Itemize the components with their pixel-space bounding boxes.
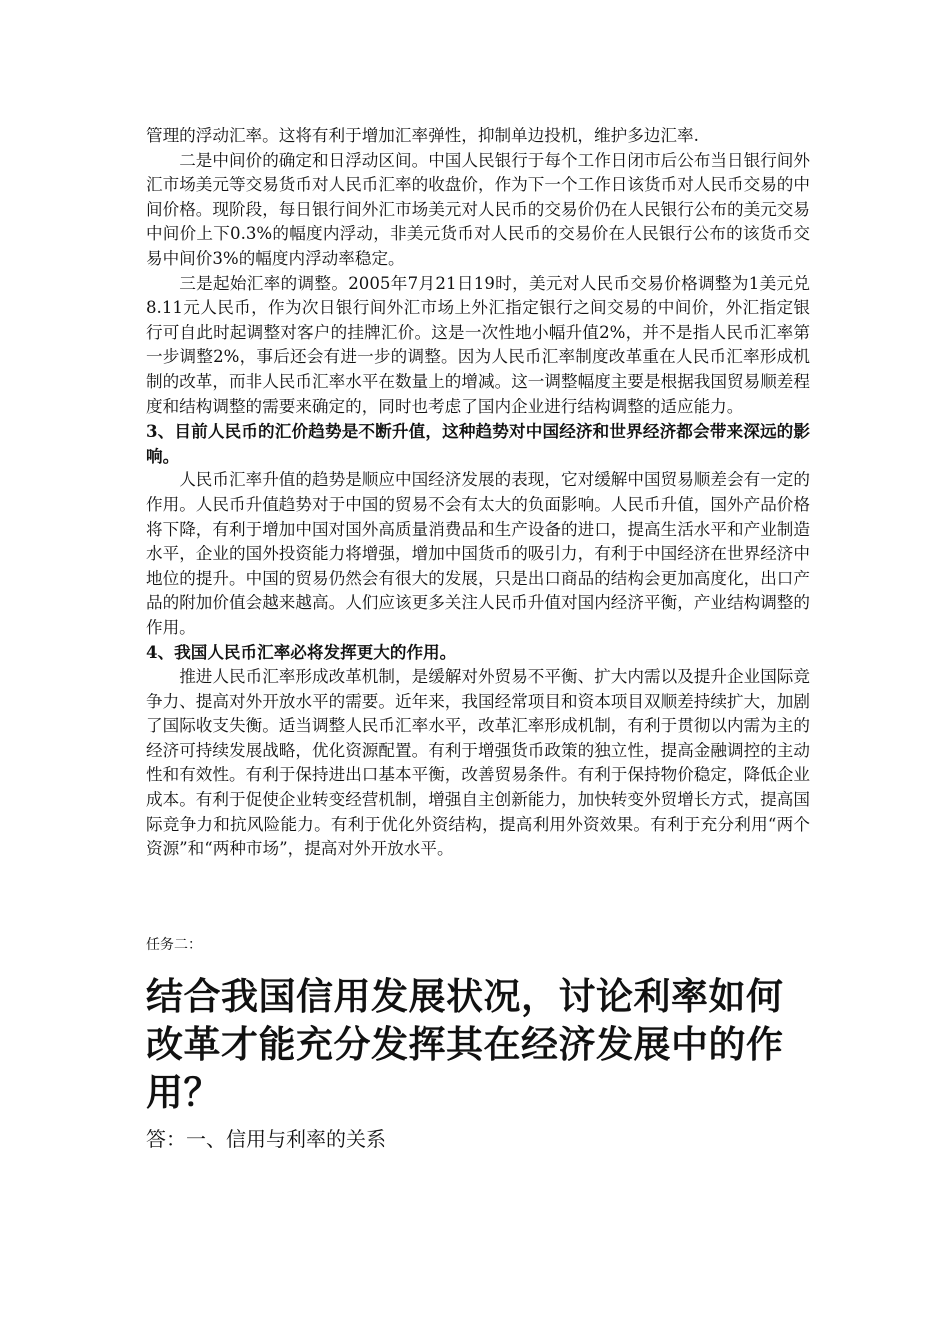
- task-label: 任务二：: [146, 936, 202, 953]
- paragraph-1: 管理的浮动汇率。这将有利于增加汇率弹性，抑制单边投机，维护多边汇率.: [146, 126, 699, 145]
- answer-line: 答：一、信用与利率的关系: [146, 1126, 386, 1151]
- paragraph-5: 推进人民币汇率形成改革机制，是缓解对外贸易不平衡、扩大内需以及提升企业国际竞争力、提高对外开放水平的需要。近年来，我国经常项目和资本项目双顺差持续扩大，加剧了国际收支失衡。适当调整人民币汇率水平，改革汇率形成机制，有利于贯彻以内需为主的经济可持续发展战略，优化资源配置。有利于增强货币政策的独立性，提高金融调控的主动性和有效性。有利于保持进出口基本平衡，改善贸易条件。有利于保持物价稳定，降低企业成本。有利于促使企业转变经营机制，增强自主创新能力，加快转变外贸增长方式，提高国际竞争力和抗风险能力。有利于优化外资结构，提高利用外资效果。有利于充分利用“两个资源”和“两种市场”，提高对外开放水平。: [146, 667, 810, 859]
- body-text: [146, 124, 810, 862]
- section-heading-4: 4、我国人民币汇率必将发挥更大的作用。: [146, 642, 457, 663]
- section-heading-3: 3、目前人民币的汇价趋势是不断升值，这种趋势对中国经济和世界经济都会带来深远的影响。: [146, 421, 810, 466]
- paragraph-3: 三是起始汇率的调整。2005年7月21日19时，美元对人民币交易价格调整为1美元兑8.11元人民币，作为次日银行间外汇市场上外汇指定银行之间交易的中间价，外汇指定银行可自此时起调整对客户的挂牌汇价。这是一次性地小幅升值2%，并不是指人民币汇率第一步调整2%，事后还会有进一步的调整。因为人民币汇率制度改革重在人民币汇率形成机制的改革，而非人民币汇率水平在数量上的增减。这一调整幅度主要是根据我国贸易顺差程度和结构调整的需要来确定的，同时也考虑了国内企业进行结构调整的适应能力。: [146, 273, 810, 416]
- task-title: 结合我国信用发展状况，讨论利率如何改革才能充分发挥其在经济发展中的作用？: [146, 974, 784, 1114]
- paragraph-4: 人民币汇率升值的趋势是顺应中国经济发展的表现，它对缓解中国贸易顺差会有一定的作用。人民币升值趋势对于中国的贸易不会有太大的负面影响。人民币升值，国外产品价格将下降，有利于增加中国对国外高质量消费品和生产设备的进口，提高生活水平和产业制造水平，企业的国外投资能力将增强，增加中国货币的吸引力，有利于中国经济在世界经济中地位的提升。中国的贸易仍然会有很大的发展，只是出口商品的结构会更加高度化，出口产品的附加价值会越来越高。人们应该更多关注人民币升值对国内经济平衡，产业结构调整的作用。: [146, 470, 810, 637]
- paragraph-2: 二是中间价的确定和日浮动区间。中国人民银行于每个工作日闭市后公布当日银行间外汇市场美元等交易货币对人民币汇率的收盘价，作为下一个工作日该货币对人民币交易的中间价格。现阶段，每日银行间外汇市场美元对人民币的交易价仍在人民银行公布的美元交易中间价上下0.3%的幅度内浮动，非美元货币对人民币的交易价在人民银行公布的该货币交易中间价3%的幅度内浮动率稳定。: [146, 150, 810, 268]
- document-page: [146, 124, 810, 1153]
